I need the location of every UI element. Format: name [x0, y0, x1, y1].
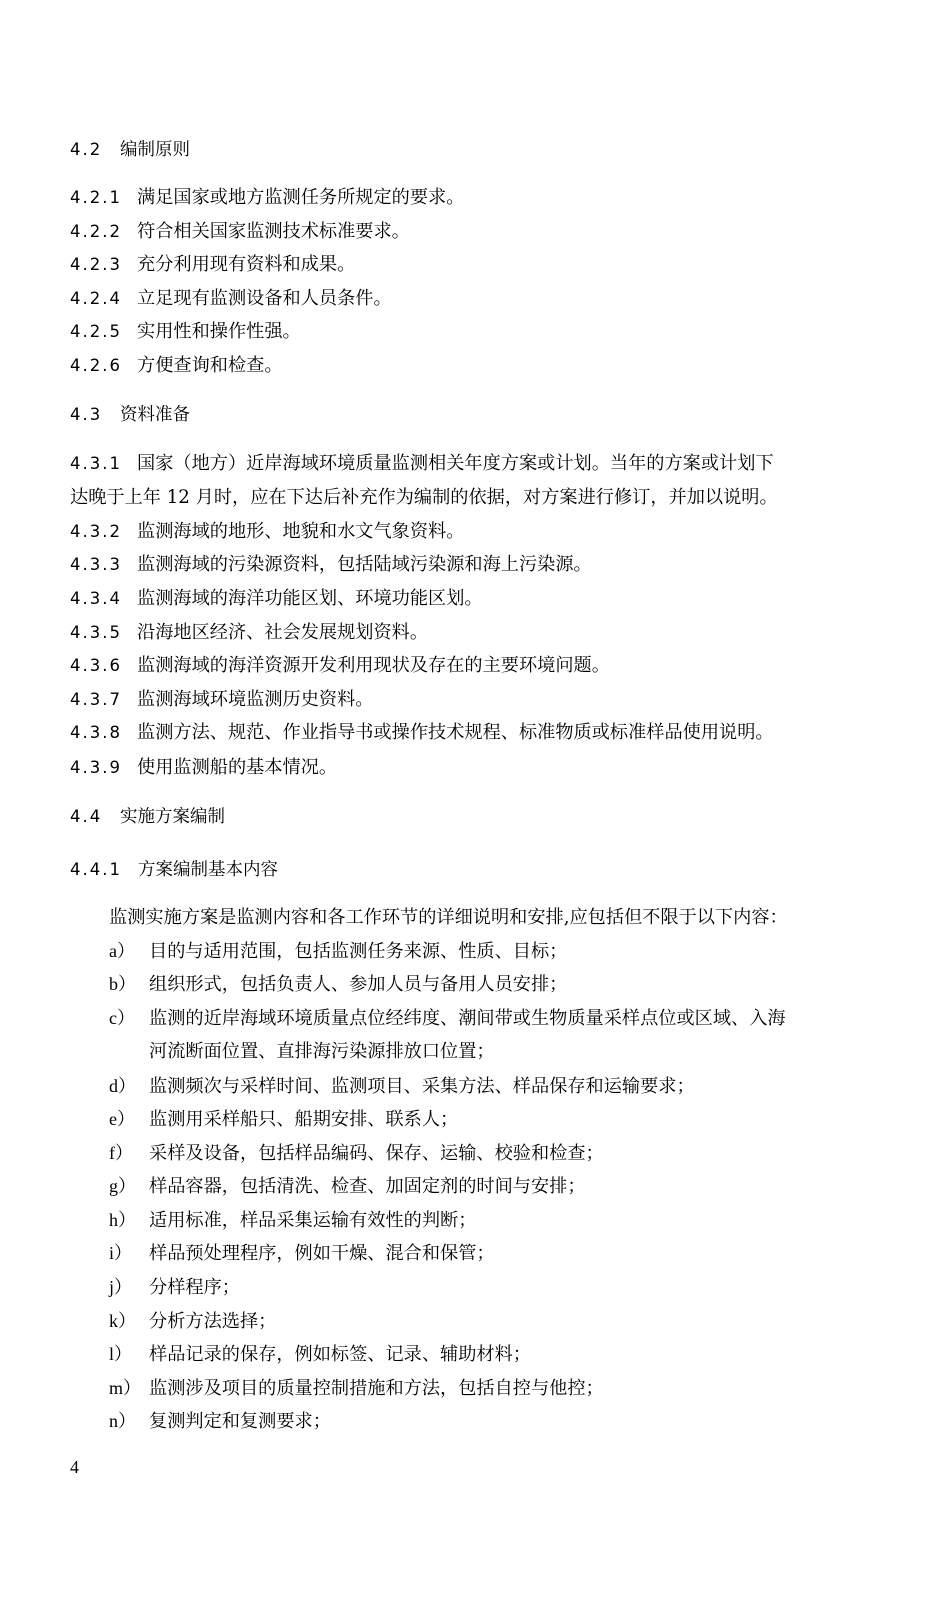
list-item-b	[109, 972, 567, 997]
list-text: 适用标准，样品采集运输有效性的判断；	[149, 1210, 477, 1231]
list-label: g）	[109, 1176, 136, 1196]
list-label: l）	[109, 1344, 133, 1364]
clause-text: 国家（地方）近岸海域环境质量监测相关年度方案或计划。当年的方案或计划下	[137, 453, 774, 474]
section-number: 4.3	[70, 405, 103, 424]
clause-number: 4.2.3	[70, 255, 122, 274]
clause-text: 监测海域的海洋功能区划、环境功能区划。	[137, 588, 483, 609]
clause-number: 4.3.3	[70, 555, 122, 574]
clause-4-3-9	[70, 756, 337, 780]
clause-number: 4.2.2	[70, 222, 122, 241]
list-text: 监测的近岸海域环境质量点位经纬度、潮间带或生物质量采样点位或区域、入海	[149, 1008, 786, 1029]
clause-4-2-4	[70, 287, 392, 311]
list-item-c-continued: 河流断面位置、直排海污染源排放口位置；	[149, 1041, 495, 1062]
clause-number: 4.2.4	[70, 289, 122, 308]
list-label: h）	[109, 1210, 136, 1230]
list-text: 采样及设备，包括样品编码、保存、运输、校验和检查；	[149, 1143, 604, 1164]
section-number: 4.4	[70, 807, 103, 826]
clause-4-3-3	[70, 553, 592, 577]
list-item-g	[109, 1174, 586, 1199]
list-text: 组织形式，包括负责人、参加人员与备用人员安排；	[149, 974, 568, 995]
subsection-heading-4-4-1	[70, 858, 278, 882]
list-label: c）	[109, 1008, 135, 1028]
clause-number: 4.2.5	[70, 322, 122, 341]
clause-4-3-7	[70, 688, 373, 712]
section-heading-4-3	[70, 403, 190, 427]
list-label: n）	[109, 1411, 136, 1431]
page-number: 4	[70, 1457, 79, 1477]
list-label: e）	[109, 1109, 135, 1129]
clause-text: 使用监测船的基本情况。	[137, 757, 338, 778]
section-heading-4-2	[70, 138, 190, 162]
clause-text: 满足国家或地方监测任务所规定的要求。	[137, 187, 465, 208]
list-item-h	[109, 1208, 476, 1233]
clause-number: 4.3.1	[70, 454, 122, 473]
list-text: 目的与适用范围，包括监测任务来源、性质、目标；	[149, 941, 568, 962]
clause-number: 4.3.7	[70, 690, 122, 709]
clause-4-2-1	[70, 186, 464, 210]
clause-text: 充分利用现有资料和成果。	[137, 254, 356, 275]
list-label: m）	[109, 1378, 142, 1398]
clause-number: 4.3.2	[70, 522, 122, 541]
list-item-j	[109, 1275, 240, 1300]
clause-text: 立足现有监测设备和人员条件。	[137, 288, 392, 309]
clause-text: 监测海域环境监测历史资料。	[137, 689, 374, 710]
section-title: 编制原则	[120, 140, 190, 160]
list-text: 分析方法选择；	[149, 1311, 277, 1332]
clause-number: 4.3.6	[70, 656, 122, 675]
clause-text: 监测海域的污染源资料，包括陆域污染源和海上污染源。	[137, 554, 592, 575]
clause-4-3-1-continued	[70, 486, 778, 510]
list-item-c	[109, 1006, 786, 1031]
clause-text: 方便查询和检查。	[137, 355, 283, 376]
list-label: i）	[109, 1243, 133, 1263]
clause-text: 实用性和操作性强。	[137, 321, 301, 342]
list-text: 监测用采样船只、船期安排、联系人；	[149, 1109, 459, 1130]
list-text: 样品记录的保存，例如标签、记录、辅助材料；	[149, 1344, 531, 1365]
subsection-title: 方案编制基本内容	[138, 860, 278, 880]
list-item-l	[109, 1342, 531, 1367]
list-label: k）	[109, 1311, 136, 1331]
clause-4-3-1	[70, 452, 774, 476]
clause-4-2-5	[70, 320, 301, 344]
clause-4-3-2	[70, 520, 464, 544]
list-text: 样品容器，包括清洗、检查、加固定剂的时间与安排；	[149, 1176, 586, 1197]
intro-paragraph: 监测实施方案是监测内容和各工作环节的详细说明和安排,应包括但不限于以下内容：	[109, 907, 788, 928]
clause-4-2-3	[70, 253, 355, 277]
section-heading-4-4	[70, 805, 225, 829]
list-item-i	[109, 1241, 495, 1266]
list-text: 样品预处理程序，例如干燥、混合和保管；	[149, 1243, 495, 1264]
clause-text: 监测方法、规范、作业指导书或操作技术规程、标准物质或标准样品使用说明。	[137, 722, 774, 743]
list-item-a	[109, 939, 567, 964]
clause-number: 4.2.1	[70, 188, 122, 207]
list-text: 分样程序；	[149, 1277, 240, 1298]
clause-number: 4.3.5	[70, 623, 122, 642]
subsection-number: 4.4.1	[70, 860, 122, 879]
list-text: 监测涉及项目的质量控制措施和方法，包括自控与他控；	[149, 1378, 604, 1399]
list-label: j）	[109, 1277, 133, 1297]
clause-number: 4.2.6	[70, 356, 122, 375]
list-item-e	[109, 1107, 458, 1132]
clause-text: 监测海域的地形、地貌和水文气象资料。	[137, 521, 465, 542]
clause-number: 4.3.4	[70, 589, 122, 608]
clause-text: 达晚于上年 12 月时，应在下达后补充作为编制的依据，对方案进行修订，并加以说明。	[70, 487, 778, 508]
section-title: 实施方案编制	[120, 807, 225, 827]
clause-4-3-6	[70, 654, 610, 678]
clause-number: 4.3.9	[70, 758, 122, 777]
clause-text: 符合相关国家监测技术标准要求。	[137, 221, 410, 242]
list-item-n	[109, 1409, 331, 1434]
list-item-m	[109, 1376, 604, 1401]
list-label: a）	[109, 941, 135, 961]
clause-number: 4.3.8	[70, 723, 122, 742]
clause-4-3-8	[70, 721, 774, 745]
list-label: d）	[109, 1076, 136, 1096]
list-item-f	[109, 1141, 604, 1166]
clause-4-2-2	[70, 220, 410, 244]
list-label: f）	[109, 1143, 133, 1163]
clause-4-3-5	[70, 621, 428, 645]
list-label: b）	[109, 974, 136, 994]
section-title: 资料准备	[120, 405, 190, 425]
clause-4-3-4	[70, 587, 483, 611]
list-item-k	[109, 1309, 276, 1334]
clause-4-2-6	[70, 354, 283, 378]
list-text: 复测判定和复测要求；	[149, 1411, 331, 1432]
clause-text: 沿海地区经济、社会发展规划资料。	[137, 622, 429, 643]
clause-text: 监测海域的海洋资源开发利用现状及存在的主要环境问题。	[137, 655, 610, 676]
section-number: 4.2	[70, 140, 103, 159]
list-item-d	[109, 1074, 695, 1099]
list-text: 监测频次与采样时间、监测项目、采集方法、样品保存和运输要求；	[149, 1076, 695, 1097]
